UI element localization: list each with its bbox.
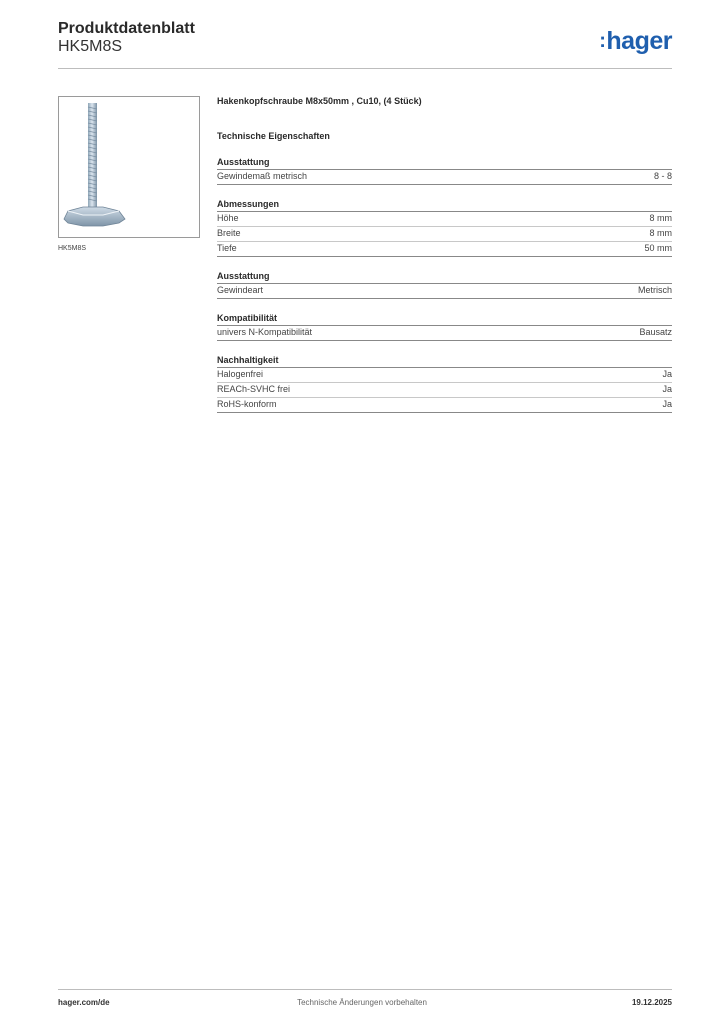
property-row [217,242,672,257]
property-value: Ja [662,369,672,379]
property-label: Tiefe [217,243,237,253]
property-label: Gewindemaß metrisch [217,171,308,181]
section-title: Kompatibilität [217,313,672,326]
footer-date: 19.12.2025 [631,998,672,1007]
property-row [217,383,672,398]
property-value: Ja [662,399,672,409]
property-value: 50 mm [644,243,672,253]
property-value: 8 - 8 [653,171,672,181]
property-value: Metrisch [637,285,672,295]
property-value: 8 mm [649,213,672,223]
property-label: REACh-SVHC frei [217,384,291,394]
hook-head-screw-image [59,97,199,237]
product-details [217,96,672,413]
section-ausstattung [217,157,672,185]
property-row [217,368,672,383]
section-title: Ausstattung [217,271,672,284]
property-row [217,398,672,413]
section-ausstattung-2 [217,271,672,299]
property-label: univers N-Kompatibilität [217,327,313,337]
property-value: Ja [662,384,672,394]
document-title: Produktdatenblatt [58,20,195,37]
property-label: Gewindeart [217,285,264,295]
header-divider [58,68,672,69]
logo-text: hager [606,27,672,55]
property-label: Breite [217,228,241,238]
hager-logo [599,27,672,56]
property-row [217,170,672,185]
property-row [217,284,672,299]
section-abmessungen [217,199,672,257]
property-label: RoHS-konform [217,399,277,409]
property-value: Bausatz [639,327,672,337]
property-label: Höhe [217,213,239,223]
logo-colon: : [599,30,606,52]
property-row [217,326,672,341]
product-code: HK5M8S [58,38,123,55]
section-title: Nachhaltigkeit [217,355,672,368]
section-title: Ausstattung [217,157,672,170]
property-row [217,212,672,227]
footer-website-link[interactable]: hager.com/de [58,998,110,1007]
footer-notice: Technische Änderungen vorbehalten [297,998,427,1007]
technical-heading: Technische Eigenschaften [217,131,330,141]
image-caption: HK5M8S [58,245,87,252]
footer-divider [58,989,672,990]
section-title: Abmessungen [217,199,672,212]
product-name: Hakenkopfschraube M8x50mm , Cu10, (4 Stück) [217,96,422,106]
property-row [217,227,672,242]
section-kompatibilitaet [217,313,672,341]
section-nachhaltigkeit [217,355,672,413]
product-image [58,96,200,238]
property-label: Halogenfrei [217,369,264,379]
property-value: 8 mm [649,228,672,238]
